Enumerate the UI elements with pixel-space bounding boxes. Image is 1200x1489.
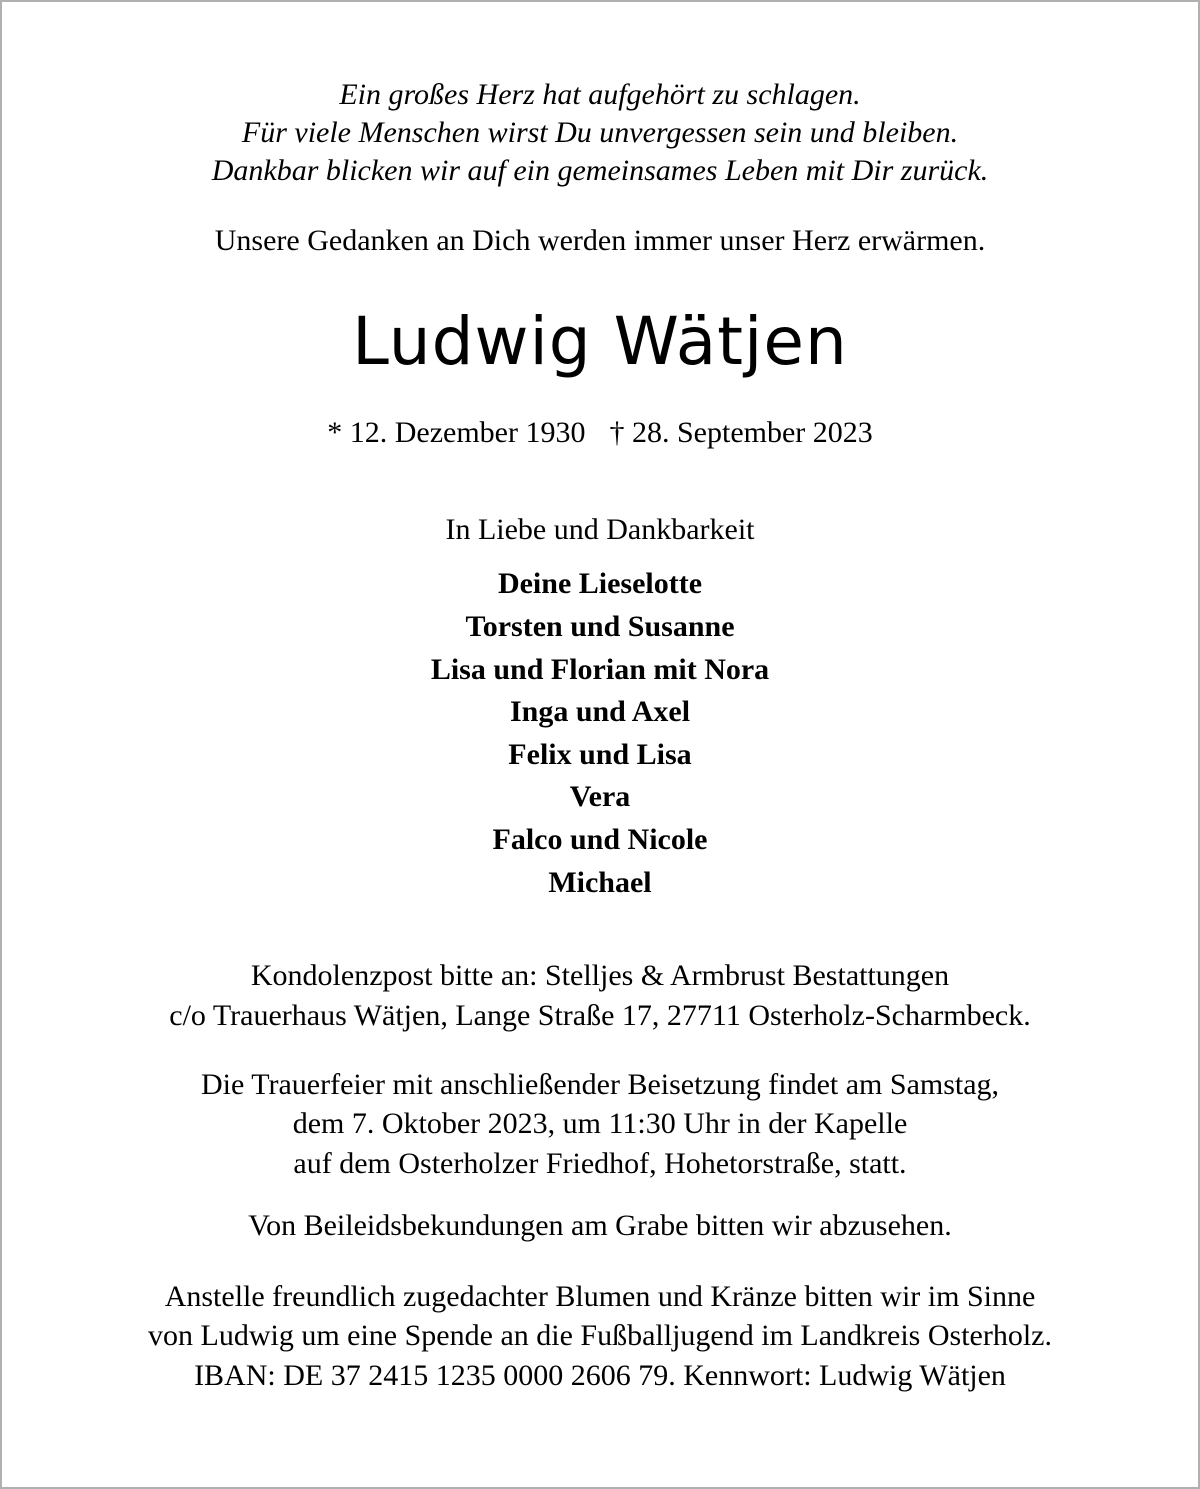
grave-note: Von Beileidsbekundungen am Grabe bitten wir abzusehen. <box>248 1209 952 1242</box>
mourner-4: Inga und Axel <box>509 695 691 728</box>
mourner-3: Lisa und Florian mit Nora <box>430 653 770 686</box>
mourner-6: Vera <box>569 780 631 813</box>
condolence-line-1: Kondolenzpost bitte an: Stelljes & Armbrust Bestattungen <box>250 959 950 992</box>
ceremony-line-2: dem 7. Oktober 2023, um 11:30 Uhr in der Kapelle <box>292 1107 908 1140</box>
mourner-7: Falco und Nicole <box>492 823 708 856</box>
mourner-2: Torsten und Susanne <box>465 610 735 643</box>
deceased-name: Ludwig Wätjen <box>352 303 848 380</box>
signoff: In Liebe und Dankbarkeit <box>445 513 755 546</box>
mourner-8: Michael <box>548 866 652 899</box>
verse-line-1: Ein großes Herz hat aufgehört zu schlagen. <box>339 78 861 111</box>
death-date: † 28. September 2023 <box>609 416 873 449</box>
life-dates <box>2 414 1198 452</box>
verse-line-3: Dankbar blicken wir auf ein gemeinsames Leben mit Dir zurück. <box>211 154 989 187</box>
donation-line-3: IBAN: DE 37 2415 1235 0000 2606 79. Kennwort: Ludwig Wätjen <box>194 1359 1006 1392</box>
thought-line: Unsere Gedanken an Dich werden immer unser Herz erwärmen. <box>214 224 986 257</box>
mourner-5: Felix und Lisa <box>508 738 692 771</box>
ceremony-line-1: Die Trauerfeier mit anschließender Beisetzung findet am Samstag, <box>200 1068 1000 1101</box>
condolence-line-2: c/o Trauerhaus Wätjen, Lange Straße 17, 27711 Osterholz-Scharmbeck. <box>169 999 1031 1032</box>
mourner-1: Deine Lieselotte <box>497 567 703 600</box>
donation-line-1: Anstelle freundlich zugedachter Blumen und Kränze bitten wir im Sinne <box>164 1280 1036 1313</box>
ceremony-line-3: auf dem Osterholzer Friedhof, Hohetorstraße, statt. <box>293 1147 907 1180</box>
verse-line-2: Für viele Menschen wirst Du unvergessen sein und bleiben. <box>241 116 959 149</box>
birth-date: * 12. Dezember 1930 <box>327 416 586 449</box>
donation-line-2: von Ludwig um eine Spende an die Fußballjugend im Landkreis Osterholz. <box>148 1319 1052 1352</box>
